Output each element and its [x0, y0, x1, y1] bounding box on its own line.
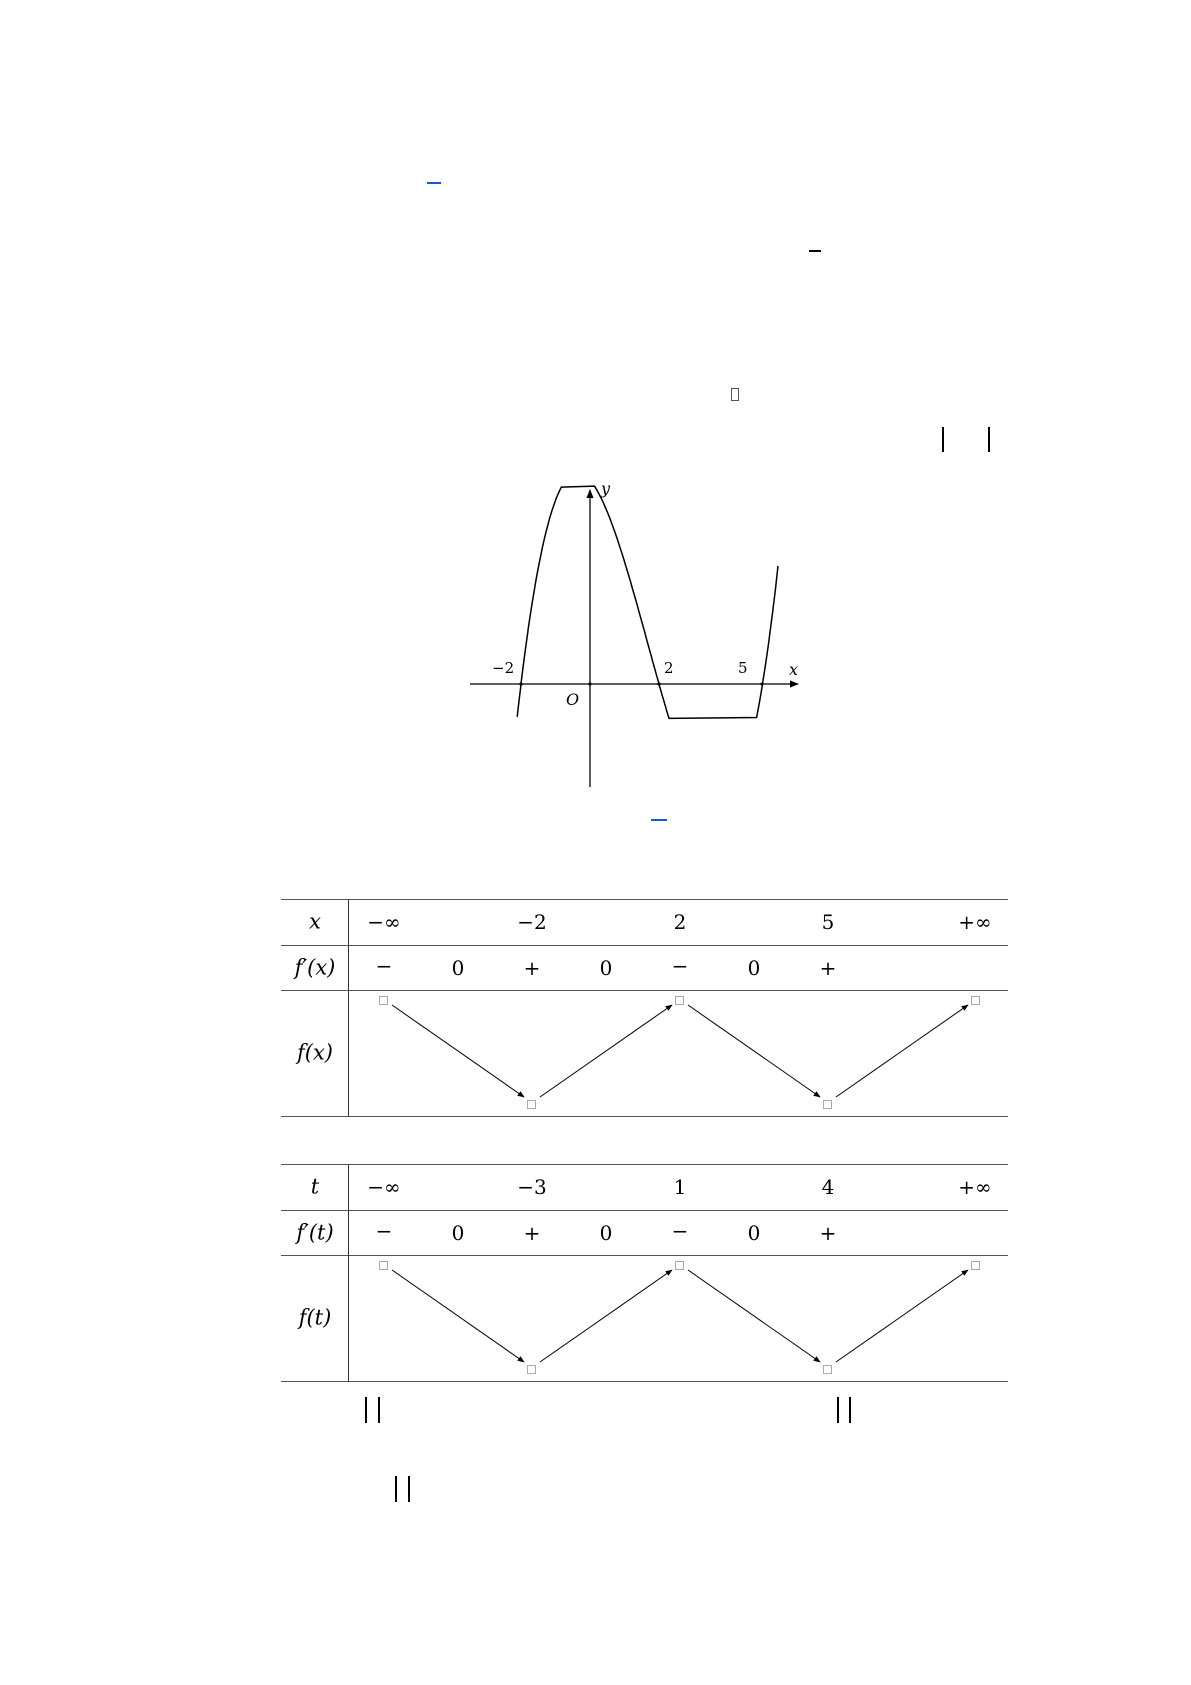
- value-box-3: [823, 1100, 832, 1109]
- arrow-up-2: [836, 1270, 968, 1362]
- variation-arrows: [281, 899, 1008, 1117]
- arrow-down-2: [688, 1005, 820, 1097]
- variation-table-x: [281, 899, 1008, 1117]
- variable-label: x: [309, 909, 321, 934]
- sign-2: +: [523, 1221, 541, 1245]
- point-2: 1: [673, 1175, 687, 1199]
- value-box-3: [823, 1365, 832, 1374]
- point-pos-inf: +∞: [958, 910, 992, 934]
- sign-3: 0: [599, 1221, 613, 1245]
- root-dot-2: [657, 682, 660, 685]
- sign-6: +: [819, 1221, 837, 1245]
- value-box-2: [675, 996, 684, 1005]
- abs-bar-1b: [378, 1397, 380, 1423]
- value-box-0: [379, 996, 388, 1005]
- point-2: 2: [673, 910, 687, 934]
- point-1: −2: [517, 910, 547, 934]
- point-3: 4: [821, 1175, 835, 1199]
- x-axis-label: x: [789, 660, 799, 679]
- arrow-down-1: [392, 1005, 524, 1097]
- variable-label: t: [310, 1174, 320, 1199]
- arrow-down-2: [688, 1270, 820, 1362]
- root-dot-minus-2: [519, 682, 522, 685]
- sign-2: +: [523, 956, 541, 980]
- value-box-0: [379, 1261, 388, 1270]
- origin-label: O: [566, 690, 580, 709]
- abs-bar-3b: [408, 1476, 410, 1502]
- arrow-up-1: [540, 1270, 672, 1362]
- value-box-4: [971, 1261, 980, 1270]
- sign-0: −: [375, 954, 393, 978]
- arrow-down-1: [392, 1270, 524, 1362]
- function-label: f(t): [298, 1305, 332, 1330]
- abs-bar-right: [988, 427, 990, 452]
- derivative-label: f′(x): [294, 955, 336, 980]
- abs-bar-left: [942, 427, 944, 452]
- root-label-5: 5: [738, 659, 748, 677]
- sign-0: −: [375, 1219, 393, 1243]
- point-1: −3: [517, 1175, 547, 1199]
- function-graph: [480, 479, 810, 800]
- abs-bar-1a: [365, 1397, 367, 1423]
- abs-bar-3a: [395, 1476, 397, 1502]
- point-pos-inf: +∞: [958, 1175, 992, 1199]
- link-mark-caption[interactable]: [651, 819, 667, 821]
- function-label: f(x): [296, 1040, 334, 1065]
- sign-4: −: [671, 1219, 689, 1243]
- point-3: 5: [821, 910, 835, 934]
- variation-arrows: [281, 1164, 1008, 1382]
- link-mark-top[interactable]: [427, 182, 441, 184]
- sign-6: +: [819, 956, 837, 980]
- sign-1: 0: [451, 1221, 465, 1245]
- sign-5: 0: [747, 1221, 761, 1245]
- sign-4: −: [671, 954, 689, 978]
- value-box-2: [675, 1261, 684, 1270]
- sign-5: 0: [747, 956, 761, 980]
- abs-bar-2b: [849, 1397, 851, 1423]
- sign-1: 0: [451, 956, 465, 980]
- root-label-2: 2: [664, 659, 674, 677]
- point-neg-inf: −∞: [367, 910, 401, 934]
- arrow-up-1: [540, 1005, 672, 1097]
- value-box-4: [971, 996, 980, 1005]
- abs-bar-2a: [837, 1397, 839, 1423]
- value-box-1: [527, 1100, 536, 1109]
- root-dot-5: [760, 682, 763, 685]
- origin-dot: [588, 682, 591, 685]
- placeholder-box: [731, 388, 739, 401]
- value-box-1: [527, 1365, 536, 1374]
- overline-mark: [809, 250, 821, 252]
- root-label-minus-2: −2: [492, 659, 515, 677]
- y-axis-label: y: [601, 479, 611, 498]
- point-neg-inf: −∞: [367, 1175, 401, 1199]
- derivative-label: f′(t): [296, 1220, 334, 1245]
- variation-table-t: [281, 1164, 1008, 1382]
- sign-3: 0: [599, 956, 613, 980]
- arrow-up-2: [836, 1005, 968, 1097]
